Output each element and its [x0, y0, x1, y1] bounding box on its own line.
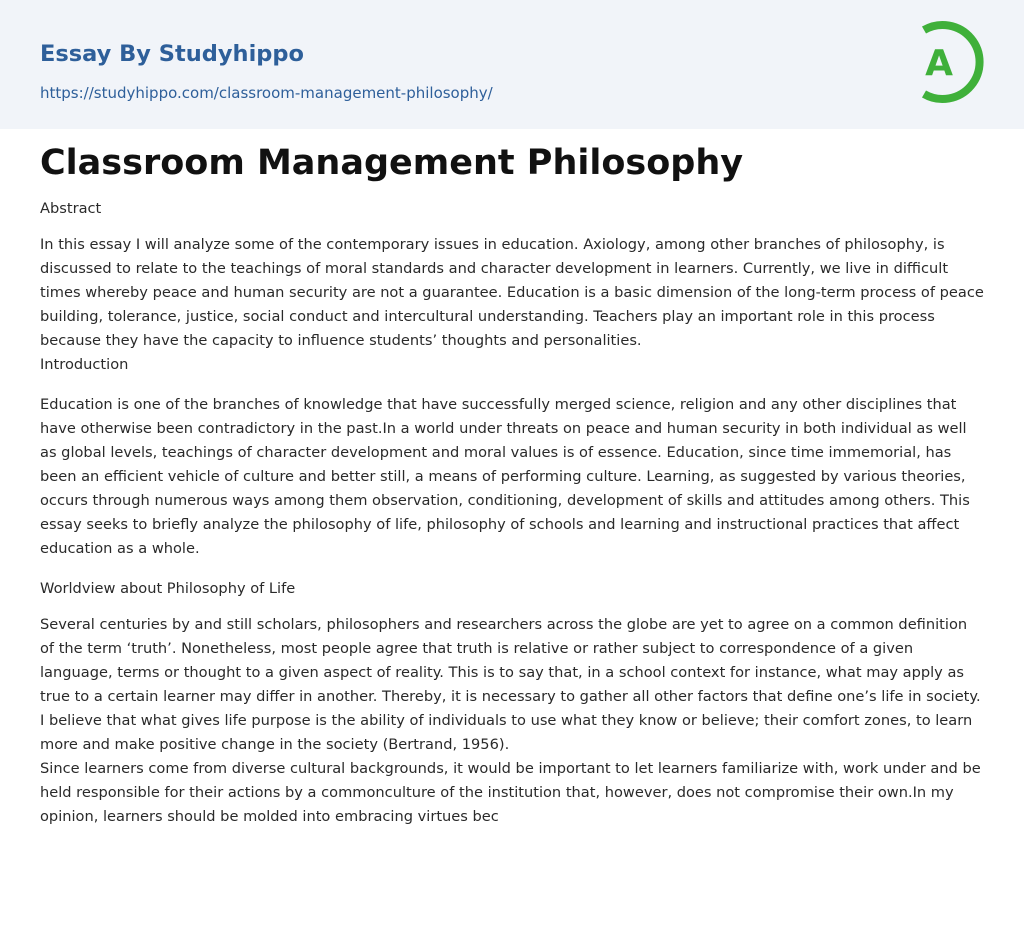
- brand-name: Essay By Studyhippo: [40, 41, 304, 67]
- worldview-paragraph-1: Several centuries by and still scholars, philosophers and researchers across the globe are yet to agree on a common definition of the term ‘truth’. Nonetheless, most people agree that truth is relative or rather subject to correspondence of a given language, terms or thought to a given aspect of reality. This is to say that, in a school context for instance, what may apply as true to a certain learner may differ in another. Thereby, it is necessary to gather all other factors that define one’s life in society. I believe that what gives life purpose is the ability of individuals to use what they know or believe; their comfort zones, to learn more and make positive change in the society (Bertrand, 1956).: [40, 616, 981, 753]
- abstract-paragraph: In this essay I will analyze some of the contemporary issues in education. Axiology, among other branches of philosophy, is discussed to relate to the teachings of moral standards and character development in learners. Currently, we live in difficult times whereby peace and human security are not a guarantee. Education is a basic dimension of the long-term process of peace building, tolerance, justice, social conduct and intercultural understanding. Teachers play an important role in this process because they have the capacity to influence students’ thoughts and personalities.: [40, 236, 984, 349]
- studyhippo-logo-icon: [910, 18, 988, 106]
- site-header: [0, 0, 1024, 129]
- page-title: Classroom Management Philosophy: [40, 143, 744, 183]
- essay-url-link[interactable]: https://studyhippo.com/classroom-management-philosophy/: [40, 84, 493, 102]
- essay-body: [40, 197, 984, 829]
- worldview-paragraph-2: Since learners come from diverse cultural backgrounds, it would be important to let learners familiarize with, work under and be held responsible for their actions by a commonculture of the institution that, however, does not compromise their own.In my opinion, learners should be molded into embracing virtues bec: [40, 760, 981, 825]
- introduction-paragraph: Education is one of the branches of knowledge that have successfully merged science, religion and any other disciplines that have otherwise been contradictory in the past.In a world under threats on peace and human security in both individual as well as global levels, teachings of character development and moral values is of essence. Education, since time immemorial, has been an efficient vehicle of culture and better still, a means of performing culture. Learning, as suggested by various theories, occurs through numerous ways among them observation, conditioning, development of skills and attitudes among others. This essay seeks to briefly analyze the philosophy of life, philosophy of schools and learning and instructional practices that affect education as a whole.: [40, 396, 970, 557]
- abstract-heading: Abstract: [40, 200, 102, 217]
- worldview-heading: Worldview about Philosophy of Life: [40, 580, 296, 597]
- logo-letter: A: [925, 43, 953, 84]
- introduction-heading: Introduction: [40, 356, 129, 373]
